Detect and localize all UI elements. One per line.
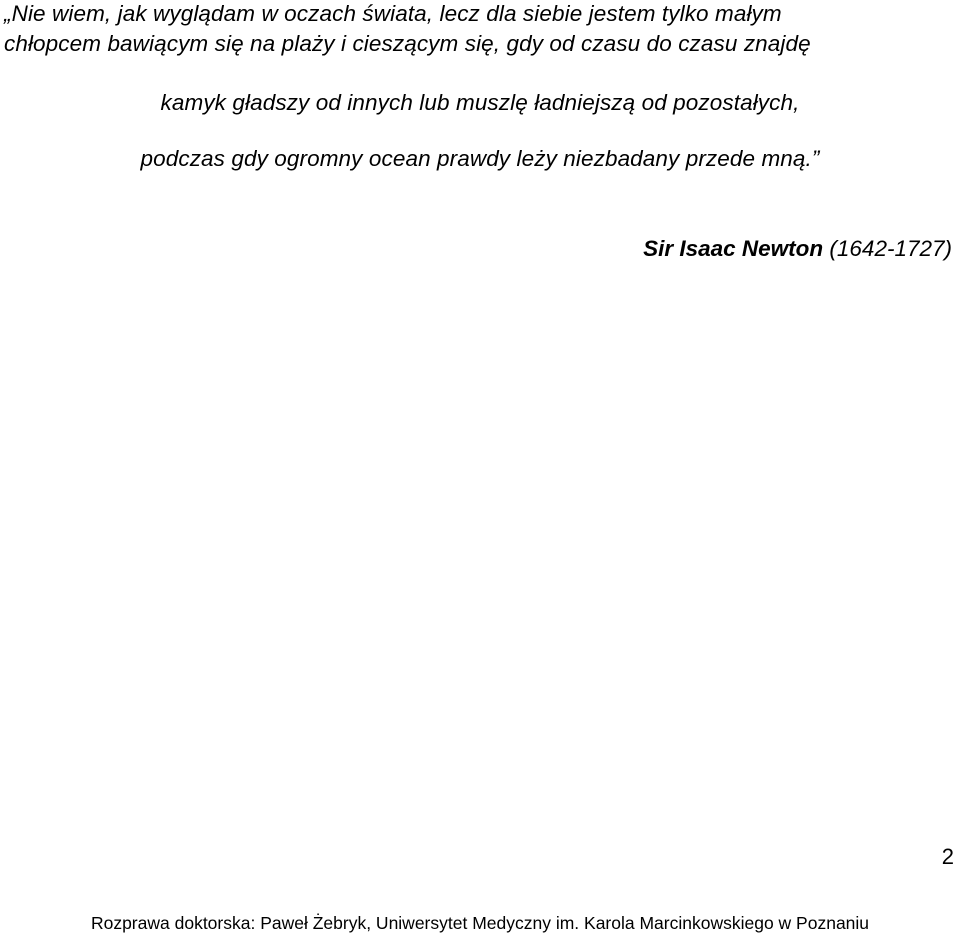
attribution-author: Sir Isaac Newton [643, 236, 824, 261]
page-number: 2 [941, 844, 954, 869]
quote-line: kamyk gładszy od innych lub muszlę ładniejszą od pozostałych, [160, 90, 800, 115]
quote-line: podczas gdy ogromny ocean prawdy leży niezbadany przede mną.” [140, 146, 820, 171]
quote-attribution [643, 236, 952, 262]
epigraph-quote [0, 0, 960, 186]
page-footer: Rozprawa doktorska: Paweł Żebryk, Uniwersytet Medyczny im. Karola Marcinkowskiego w Poznaniu [90, 913, 870, 933]
quote-line: chłopcem bawiącym się na plaży i cieszącym się, gdy od czasu do czasu znajdę [4, 31, 811, 56]
attribution-years: (1642-1727) [829, 236, 952, 261]
quote-line: „Nie wiem, jak wyglądam w oczach świata, lecz dla siebie jestem tylko małym [4, 1, 782, 26]
